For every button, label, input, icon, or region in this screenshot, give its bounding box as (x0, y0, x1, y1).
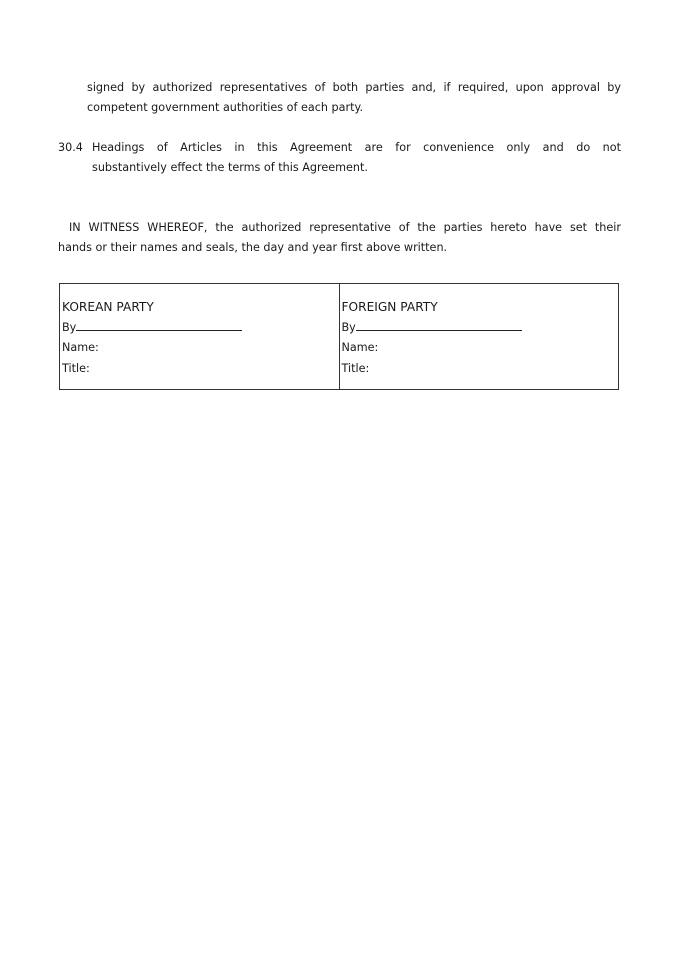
name-label: Name: (341, 341, 379, 354)
by-label: By (62, 320, 77, 334)
clause-continuation (87, 78, 621, 118)
party-heading: FOREIGN PARTY (341, 300, 438, 314)
title-label: Title: (62, 361, 90, 375)
clause-line: signed by authorized representatives of both parties and, if required, upon approval by (87, 81, 621, 94)
clause-line: competent government authorities of each party. (87, 101, 364, 114)
signature-line (342, 318, 619, 339)
signature-underline (76, 319, 242, 331)
clause-line: substantively effect the terms of this Agreement. (92, 161, 368, 174)
clause-line: IN WITNESS WHEREOF, the authorized representative of the parties hereto have set their (69, 221, 621, 234)
clause-number: 30.4 (58, 141, 83, 154)
signature-table (59, 283, 619, 390)
party-heading: KOREAN PARTY (62, 300, 154, 314)
witness-clause (58, 218, 621, 258)
by-label: By (341, 320, 356, 334)
name-label: Name: (62, 341, 99, 354)
clause-line: hands or their names and seals, the day and year first above written. (58, 241, 448, 254)
signature-underline (356, 319, 522, 331)
clause-30-4 (58, 138, 621, 178)
foreign-party-cell (339, 284, 619, 390)
title-label: Title: (341, 361, 370, 375)
signature-line (62, 318, 339, 339)
clause-line: Headings of Articles in this Agreement are for convenience only and do not (92, 141, 621, 154)
korean-party-cell (60, 284, 340, 390)
